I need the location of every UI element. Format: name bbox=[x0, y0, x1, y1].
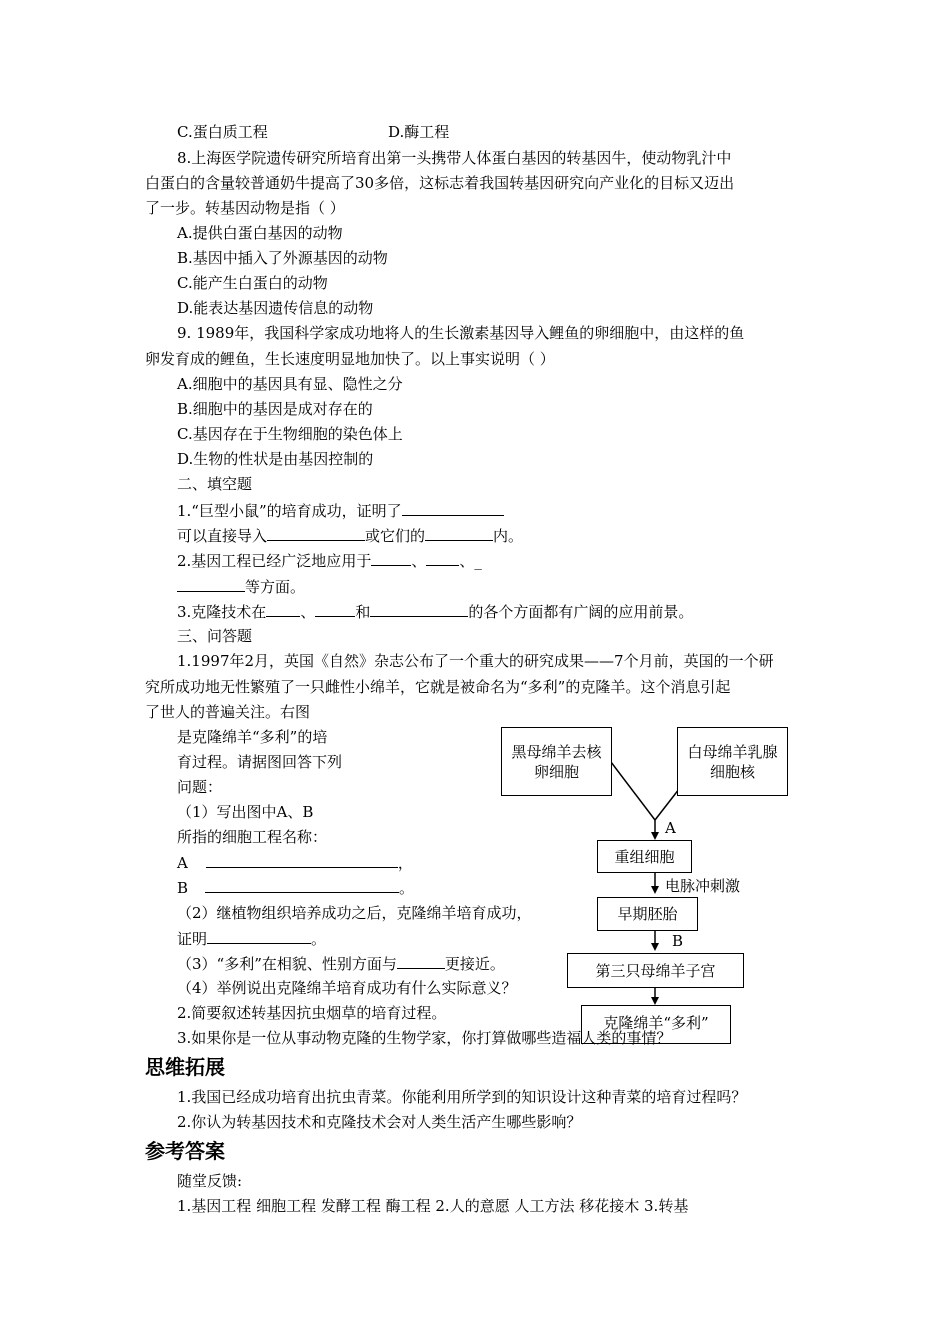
qa-sub2-text: 证明 bbox=[177, 930, 208, 948]
qa-q1-line6: 问题： bbox=[177, 778, 223, 796]
box-black-ewe-egg: 黑母绵羊去核卵细胞 bbox=[501, 727, 612, 796]
q9-option-c: C.基因存在于生物细胞的染色体上 bbox=[177, 425, 403, 443]
q9-stem-line2: 卵发育成的鲤鱼，生长速度明显地加快了。以上事实说明（ ） bbox=[145, 350, 555, 368]
fill-heading: 二、填空题 bbox=[177, 475, 253, 493]
diagram-label-b: B bbox=[672, 932, 684, 950]
q9-stem-line1: 9. 1989年，我国科学家成功地将人的生长激素基因导入鲤鱼的卵细胞中，由这样的鱼 bbox=[177, 324, 745, 342]
qa-q1-line4: 是克隆绵羊“多利”的培 bbox=[177, 728, 328, 746]
answers-line1: 1.基因工程 细胞工程 发酵工程 酶工程 2.人的意愿 人工方法 移花接木 3.转基 bbox=[177, 1197, 689, 1215]
qa-heading: 三、问答题 bbox=[177, 627, 253, 645]
extension-q1: 1.我国已经成功培育出抗虫青菜。你能利用所学到的知识设计这种青菜的培育过程吗？ bbox=[177, 1088, 747, 1106]
answers-heading: 参考答案 bbox=[145, 1139, 225, 1163]
box-early-embryo: 早期胚胎 bbox=[597, 897, 698, 931]
q9-option-a: A.细胞中的基因具有显、隐性之分 bbox=[177, 375, 403, 393]
answers-subheading: 随堂反馈: bbox=[177, 1172, 243, 1190]
qa-sub3-text-b: 更接近。 bbox=[444, 955, 505, 973]
box-recombined-cell: 重组细胞 bbox=[597, 840, 692, 873]
q7-option-d: D.酶工程 bbox=[388, 123, 450, 141]
arrowhead-icon bbox=[651, 886, 659, 894]
arrow-line-left bbox=[611, 762, 655, 820]
qa-sub1-a-end: ， bbox=[397, 854, 413, 872]
qa-sub1-line2: 所指的细胞工程名称： bbox=[177, 828, 328, 846]
qa-sub1-line1: （1）写出图中A、B bbox=[177, 803, 314, 821]
qa-q3-line: 3.如果你是一位从事动物克隆的生物学家，你打算做哪些造福人类的事情？ bbox=[177, 1029, 672, 1047]
fill-q1-text-b: 可以直接导入 bbox=[177, 527, 268, 545]
qa-q1-line5: 育过程。请据图回答下列 bbox=[177, 753, 343, 771]
q8-stem-line3: 了一步。转基因动物是指（ ） bbox=[145, 199, 345, 217]
fill-q2-text-a: 2.基因工程已经广泛地应用于 bbox=[177, 552, 372, 570]
qa-sub2-line1: （2）继植物组织培养成功之后，克隆绵羊培育成功， bbox=[177, 904, 532, 922]
q8-stem-line1: 8.上海医学院遗传研究所培育出第一头携带人体蛋白基因的转基因牛，使动物乳汁中 bbox=[177, 149, 732, 167]
box-third-ewe-uterus: 第三只母绵羊子宫 bbox=[567, 953, 744, 988]
qa-sub1-b-end: 。 bbox=[399, 879, 415, 897]
fill-q2-sep1: 、 bbox=[411, 552, 427, 570]
qa-sub3-text-a: （3）“多利”在相貌、性别方面与 bbox=[177, 955, 397, 973]
q9-option-b: B.细胞中的基因是成对存在的 bbox=[177, 400, 373, 418]
diagram-label-pulse: 电脉冲刺激 bbox=[665, 877, 741, 895]
q8-stem-line2: 白蛋白的含量较普通奶牛提高了30多倍，这标志着我国转基因研究向产业化的目标又迈出 bbox=[145, 174, 735, 192]
diagram-label-a: A bbox=[665, 819, 676, 837]
fill-q2-sep2: 、_ bbox=[459, 552, 482, 570]
qa-sub4-line: （4）举例说出克隆绵羊培育成功有什么实际意义？ bbox=[177, 979, 517, 997]
q8-option-d: D.能表达基因遗传信息的动物 bbox=[177, 299, 374, 317]
fill-q2-text-b: 等方面。 bbox=[245, 578, 306, 596]
qa-sub1-a-label: A bbox=[177, 854, 188, 872]
fill-q3-and: 和 bbox=[355, 603, 371, 621]
fill-q1-text-d: 内。 bbox=[493, 527, 524, 545]
extension-q2: 2.你认为转基因技术和克隆技术会对人类生活产生哪些影响？ bbox=[177, 1113, 582, 1131]
extension-heading: 思维拓展 bbox=[145, 1055, 225, 1079]
q7-option-c: C.蛋白质工程 bbox=[177, 123, 268, 141]
fill-q1-text-c: 或它们的 bbox=[365, 527, 426, 545]
arrowhead-icon bbox=[651, 997, 659, 1005]
qa-q1-line1: 1.1997年2月，英国《自然》杂志公布了一个重大的研究成果——7个月前，英国的一个研 bbox=[177, 652, 774, 670]
box-white-ewe-nucleus: 白母绵羊乳腺细胞核 bbox=[677, 727, 788, 796]
arrowhead-icon bbox=[651, 943, 659, 951]
qa-q1-line2: 究所成功地无性繁殖了一只雌性小绵羊，它就是被命名为“多利”的克隆羊。这个消息引起 bbox=[145, 678, 731, 696]
qa-sub1-b-label: B bbox=[177, 879, 189, 897]
fill-q3-text-b: 的各个方面都有广阔的应用前景。 bbox=[468, 603, 694, 621]
fill-q1-text-a: 1.“巨型小鼠”的培育成功，证明了 bbox=[177, 502, 402, 520]
q8-option-a: A.提供白蛋白基因的动物 bbox=[177, 224, 343, 242]
fill-q3-text-a: 3.克隆技术在 bbox=[177, 603, 267, 621]
qa-q2-line: 2.简要叙述转基因抗虫烟草的培育过程。 bbox=[177, 1004, 447, 1022]
fill-q3-sep: 、 bbox=[300, 603, 316, 621]
q9-option-d: D.生物的性状是由基因控制的 bbox=[177, 450, 374, 468]
q8-option-b: B.基因中插入了外源基因的动物 bbox=[177, 249, 388, 267]
q8-option-c: C.能产生白蛋白的动物 bbox=[177, 274, 328, 292]
qa-sub2-end: 。 bbox=[311, 930, 327, 948]
qa-q1-line3: 了世人的普遍关注。右图 bbox=[145, 703, 311, 721]
box-cloned-dolly: 克隆绵羊“多利” bbox=[581, 1005, 731, 1044]
arrowhead-icon bbox=[651, 832, 659, 840]
